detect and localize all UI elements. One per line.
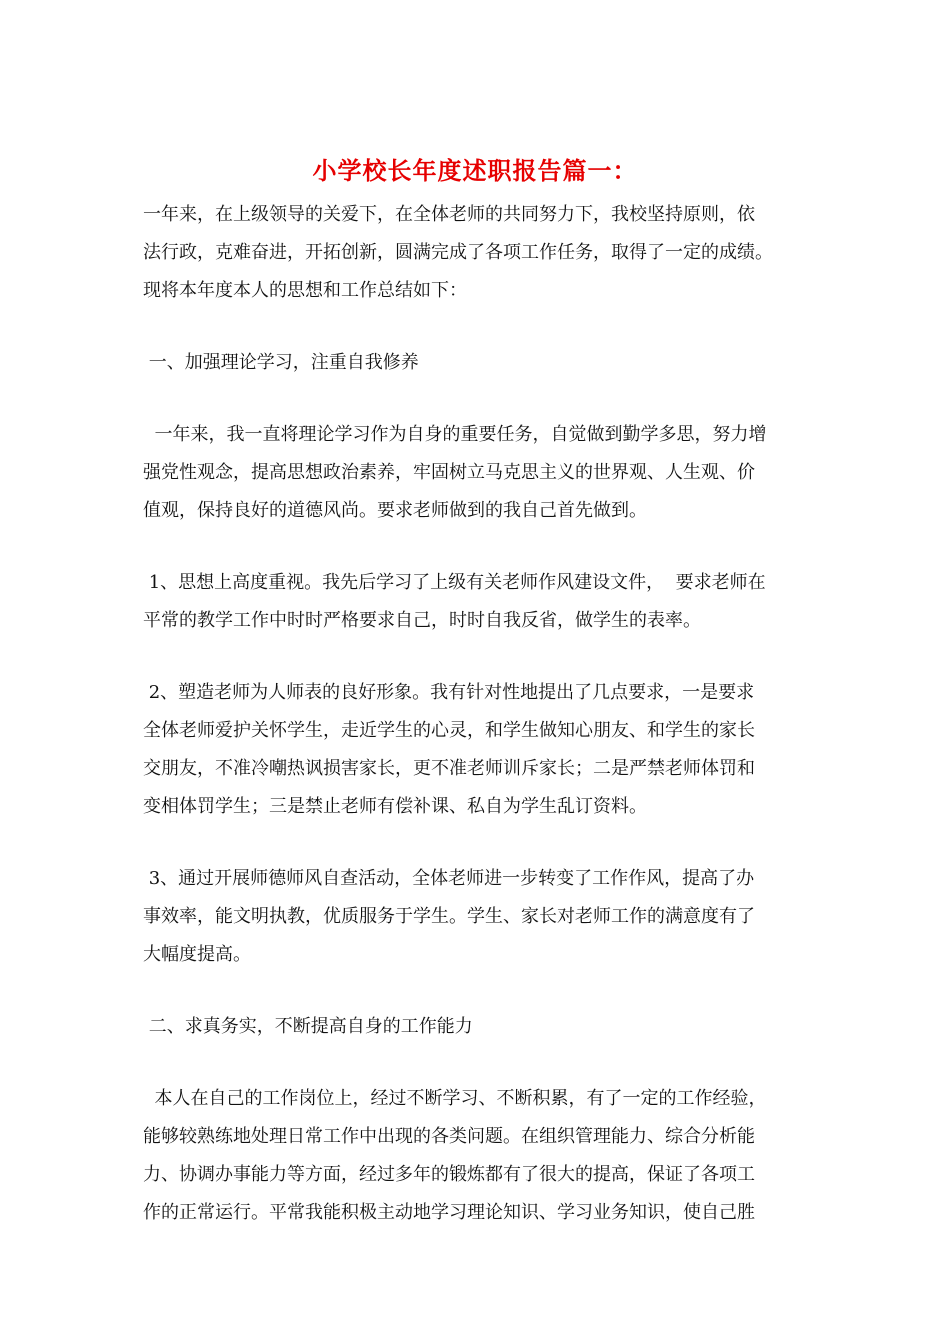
paragraph-line: 3、通过开展师德师风自查活动，全体老师进一步转变了工作作风，提高了办 [143,868,755,889]
paragraph [143,344,808,382]
paragraph-line: 作的正常运行。平常我能积极主动地学习理论知识、学习业务知识，使自己胜 [143,1202,755,1223]
document-body [143,196,808,1232]
paragraph-line: 事效率，能文明执教，优质服务于学生。学生、家长对老师工作的满意度有了 [143,906,755,927]
paragraph [143,416,808,530]
paragraph-line: 本人在自己的工作岗位上，经过不断学习、不断积累，有了一定的工作经验， [143,1088,767,1109]
paragraph-line: 值观，保持良好的道德风尚。要求老师做到的我自己首先做到。 [143,500,647,521]
paragraph-line: 大幅度提高。 [143,944,251,965]
paragraph-line: 能够较熟练地处理日常工作中出现的各类问题。在组织管理能力、综合分析能 [143,1126,755,1147]
paragraph [143,674,808,826]
paragraph-line: 全体老师爱护关怀学生，走近学生的心灵，和学生做知心朋友、和学生的家长 [143,720,755,741]
paragraph-line: 强党性观念，提高思想政治素养，牢固树立马克思主义的世界观、人生观、价 [143,462,755,483]
paragraph-line: 一年来，我一直将理论学习作为自身的重要任务，自觉做到勤学多思，努力增 [143,424,767,445]
paragraph-line: 现将本年度本人的思想和工作总结如下： [143,280,467,301]
paragraph [143,1080,808,1232]
paragraph-line: 2、塑造老师为人师表的良好形象。我有针对性地提出了几点要求，一是要求 [143,682,755,703]
paragraph-line: 力、协调办事能力等方面，经过多年的锻炼都有了很大的提高，保证了各项工 [143,1164,755,1185]
paragraph [143,860,808,974]
paragraph [143,564,808,640]
paragraph [143,196,808,310]
paragraph-line: 1、思想上高度重视。我先后学习了上级有关老师作风建设文件， 要求老师在 [143,572,766,593]
paragraph-line: 一年来，在上级领导的关爱下，在全体老师的共同努力下，我校坚持原则，依 [143,204,755,225]
paragraph-line: 平常的教学工作中时时严格要求自己，时时自我反省，做学生的表率。 [143,610,701,631]
paragraph [143,1008,808,1046]
paragraph-line: 法行政，克难奋进，开拓创新，圆满完成了各项工作任务，取得了一定的成绩。 [143,242,773,263]
document-title: 小学校长年度述职报告篇一： [312,156,638,185]
paragraph-line: 一、加强理论学习，注重自我修养 [143,352,419,373]
paragraph-line: 交朋友，不准冷嘲热讽损害家长，更不准老师训斥家长；二是严禁老师体罚和 [143,758,755,779]
paragraph-line: 变相体罚学生；三是禁止老师有偿补课、私自为学生乱订资料。 [143,796,647,817]
paragraph-line: 二、求真务实，不断提高自身的工作能力 [143,1016,473,1037]
